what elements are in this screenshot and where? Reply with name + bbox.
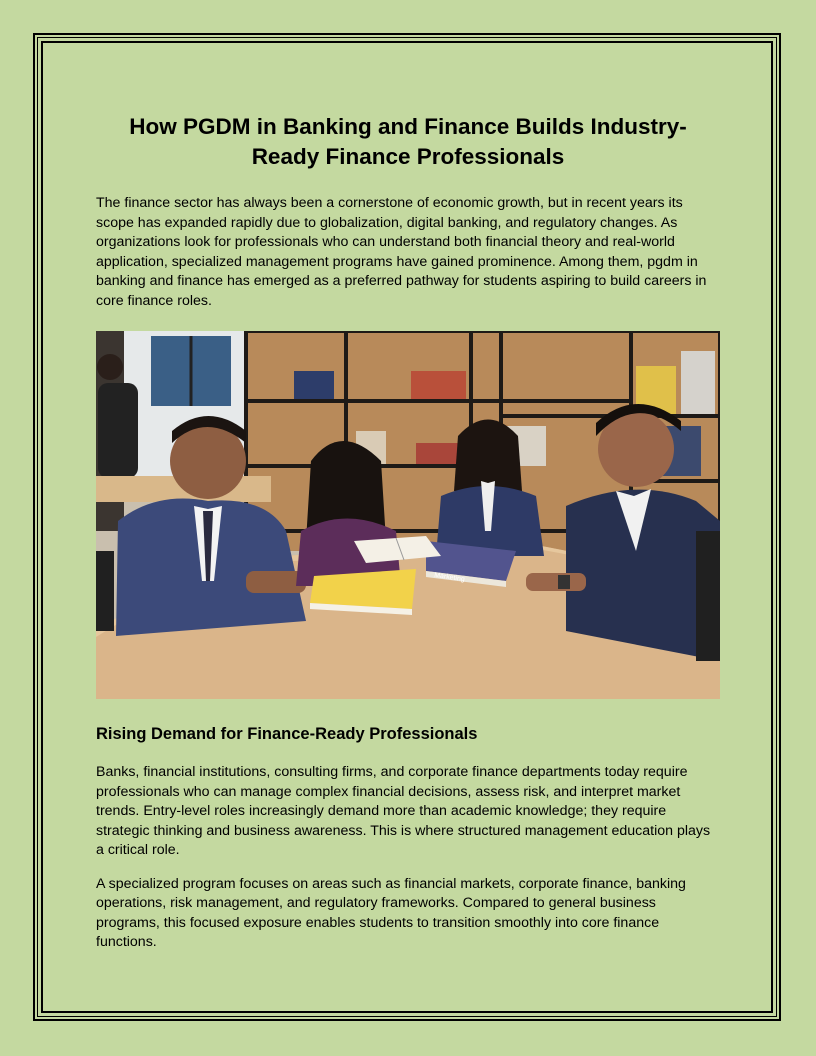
article-title: How PGDM in Banking and Finance Builds Industry-Ready Finance Professionals xyxy=(129,114,687,169)
book-cover-text: Marketing xyxy=(433,572,466,584)
body-paragraph-1: Banks, financial institutions, consulting firms, and corporate finance departments today require professionals who can manage complex financial decisions, assess risk, and interpret market trends. Entry-level roles increasingly demand more than academic knowledge; they require strategic thinking and business awareness. This is where structured management education plays a critical role. xyxy=(96,764,711,858)
intro-paragraph: The finance sector has always been a cornerstone of economic growth, but in recent years its scope has expanded rapidly due to globalization, digital banking, and regulatory changes. As organizations look for professionals who can understand both financial theory and real-world application, specialized management programs have gained prominence. Among them, pgdm in banking and finance has emerged as a preferred pathway for students aspiring to build careers in core finance roles. xyxy=(96,195,707,309)
article xyxy=(96,112,720,953)
section-heading: Rising Demand for Finance-Ready Professionals xyxy=(96,725,478,743)
body-paragraph-2: A specialized program focuses on areas such as financial markets, corporate finance, banking operations, risk management, and regulatory frameworks. Compared to general business programs, this focused exposure enables students to transition smoothly into core finance functions. xyxy=(96,875,686,950)
library-discussion-photo xyxy=(96,331,720,699)
